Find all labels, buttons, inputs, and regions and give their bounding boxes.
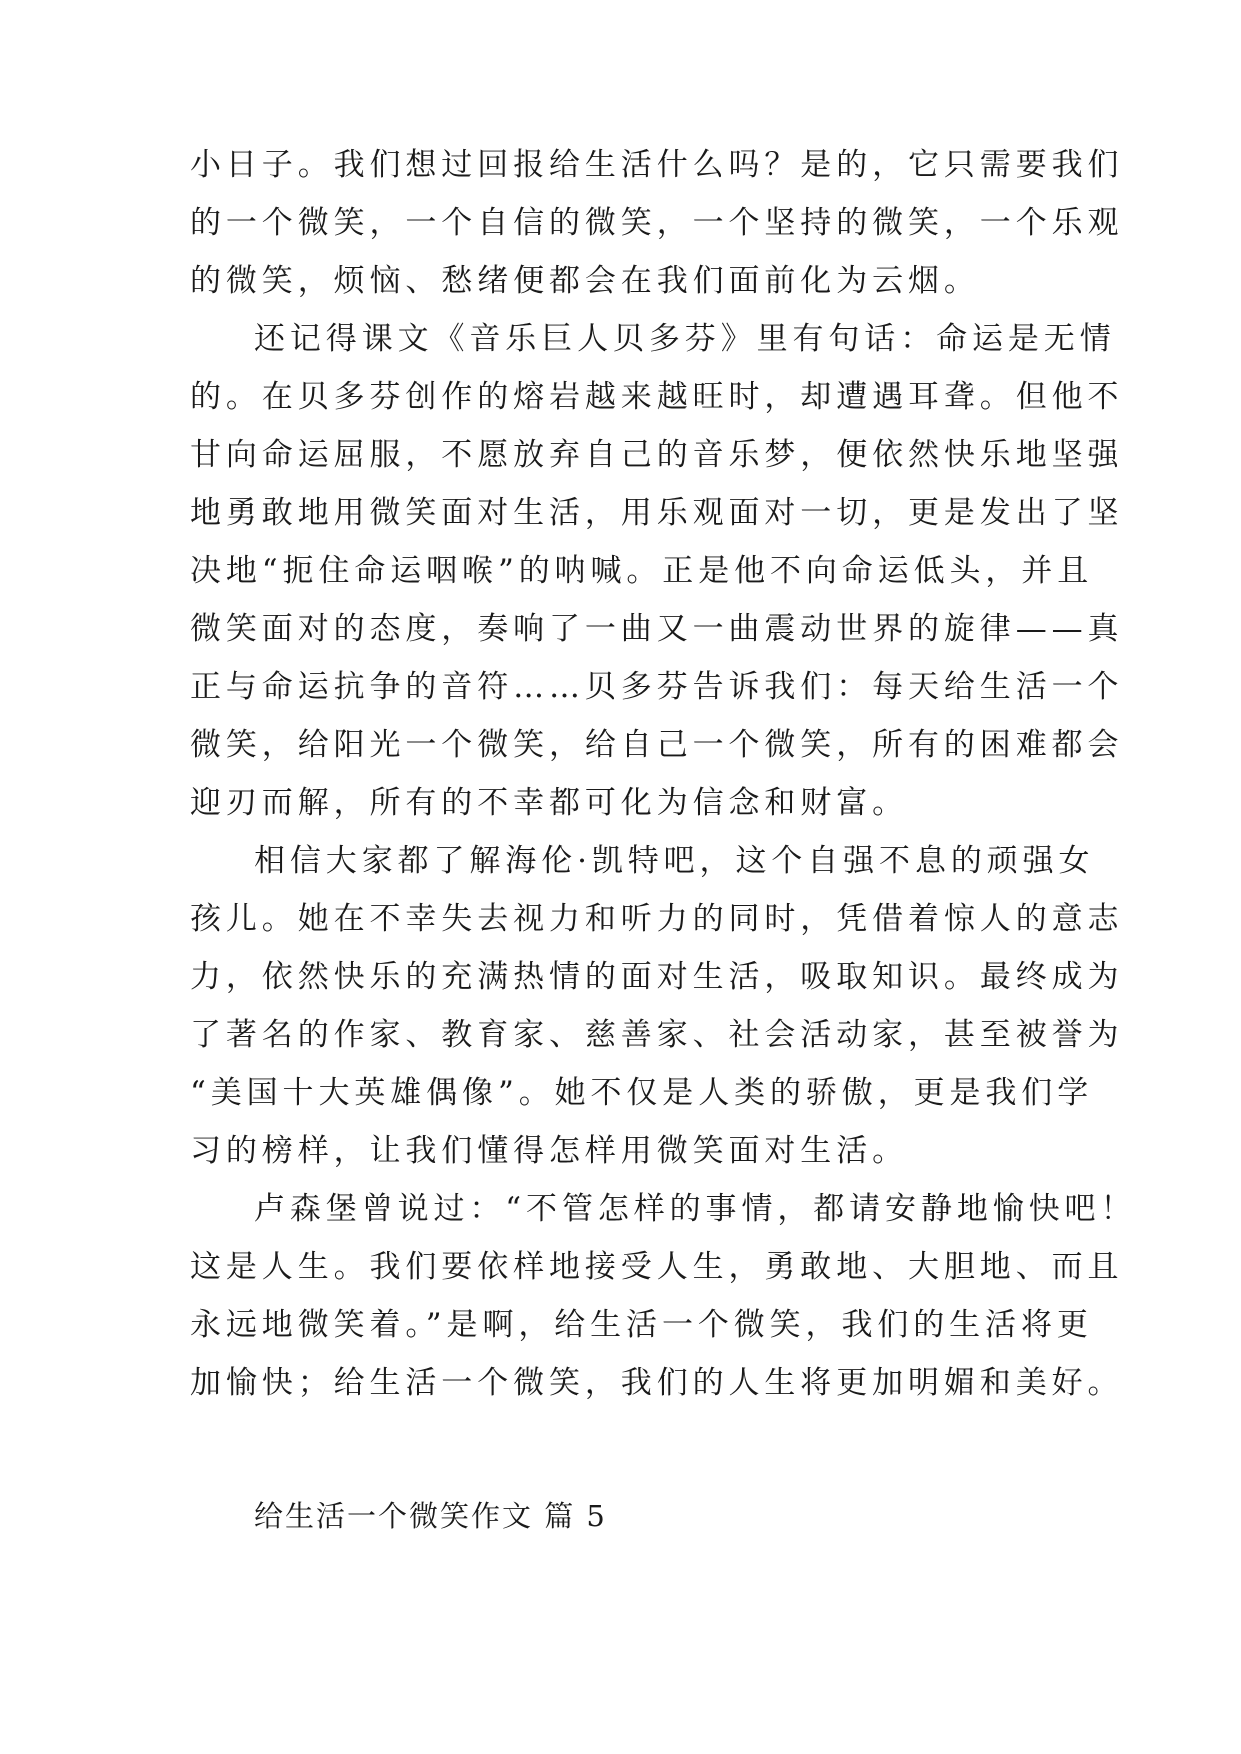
paragraph-3-line-4: 了著名的作家、教育家、慈善家、社会活动家，甚至被誉为 (190, 1017, 1124, 1053)
paragraph-3-line-6: 习的榜样，让我们懂得怎样用微笑面对生活。 (190, 1133, 908, 1169)
paragraph-3-line-2: 孩儿。她在不幸失去视力和听力的同时，凭借着惊人的意志 (190, 901, 1124, 937)
paragraph-3-line-1: 相信大家都了解海伦·凯特吧，这个自强不息的顽强女 (254, 843, 1095, 879)
paragraph-4-line-4: 加愉快；给生活一个微笑，我们的人生将更加明媚和美好。 (190, 1365, 1124, 1401)
paragraph-3-line-5: “美国十大英雄偶像”。她不仅是人类的骄傲，更是我们学 (190, 1075, 1094, 1111)
paragraph-2-line-8: 微笑，给阳光一个微笑，给自己一个微笑，所有的困难都会 (190, 727, 1124, 763)
paragraph-4-line-1: 卢森堡曾说过：“不管怎样的事情，都请安静地愉快吧！ (254, 1191, 1137, 1227)
section-heading: 给生活一个微笑作文 篇 5 (254, 1499, 607, 1533)
paragraph-2-line-9: 迎刃而解，所有的不幸都可化为信念和财富。 (190, 785, 908, 821)
paragraph-3-line-3: 力，依然快乐的充满热情的面对生活，吸取知识。最终成为 (190, 959, 1124, 995)
paragraph-4-line-2: 这是人生。我们要依样地接受人生，勇敢地、大胆地、而且 (190, 1249, 1124, 1285)
paragraph-1-line-2: 的一个微笑，一个自信的微笑，一个坚持的微笑，一个乐观 (190, 205, 1124, 241)
paragraph-2-line-1: 还记得课文《音乐巨人贝多芬》里有句话：命运是无情 (254, 321, 1116, 357)
paragraph-2-line-2: 的。在贝多芬创作的熔岩越来越旺时，却遭遇耳聋。但他不 (190, 379, 1124, 415)
paragraph-4-line-3: 永远地微笑着。”是啊，给生活一个微笑，我们的生活将更 (190, 1307, 1093, 1343)
paragraph-2-line-5: 决地“扼住命运咽喉”的呐喊。正是他不向命运低头，并且 (190, 553, 1094, 589)
paragraph-1-line-3: 的微笑，烦恼、愁绪便都会在我们面前化为云烟。 (190, 263, 980, 299)
paragraph-2-line-3: 甘向命运屈服，不愿放弃自己的音乐梦，便依然快乐地坚强 (190, 437, 1124, 473)
paragraph-2-line-7: 正与命运抗争的音符……贝多芬告诉我们：每天给生活一个 (190, 669, 1124, 705)
paragraph-1-line-1: 小日子。我们想过回报给生活什么吗？是的，它只需要我们 (190, 147, 1124, 183)
paragraph-2-line-6: 微笑面对的态度，奏响了一曲又一曲震动世界的旋律——真 (190, 611, 1124, 647)
paragraph-2-line-4: 地勇敢地用微笑面对生活，用乐观面对一切，更是发出了坚 (190, 495, 1124, 531)
